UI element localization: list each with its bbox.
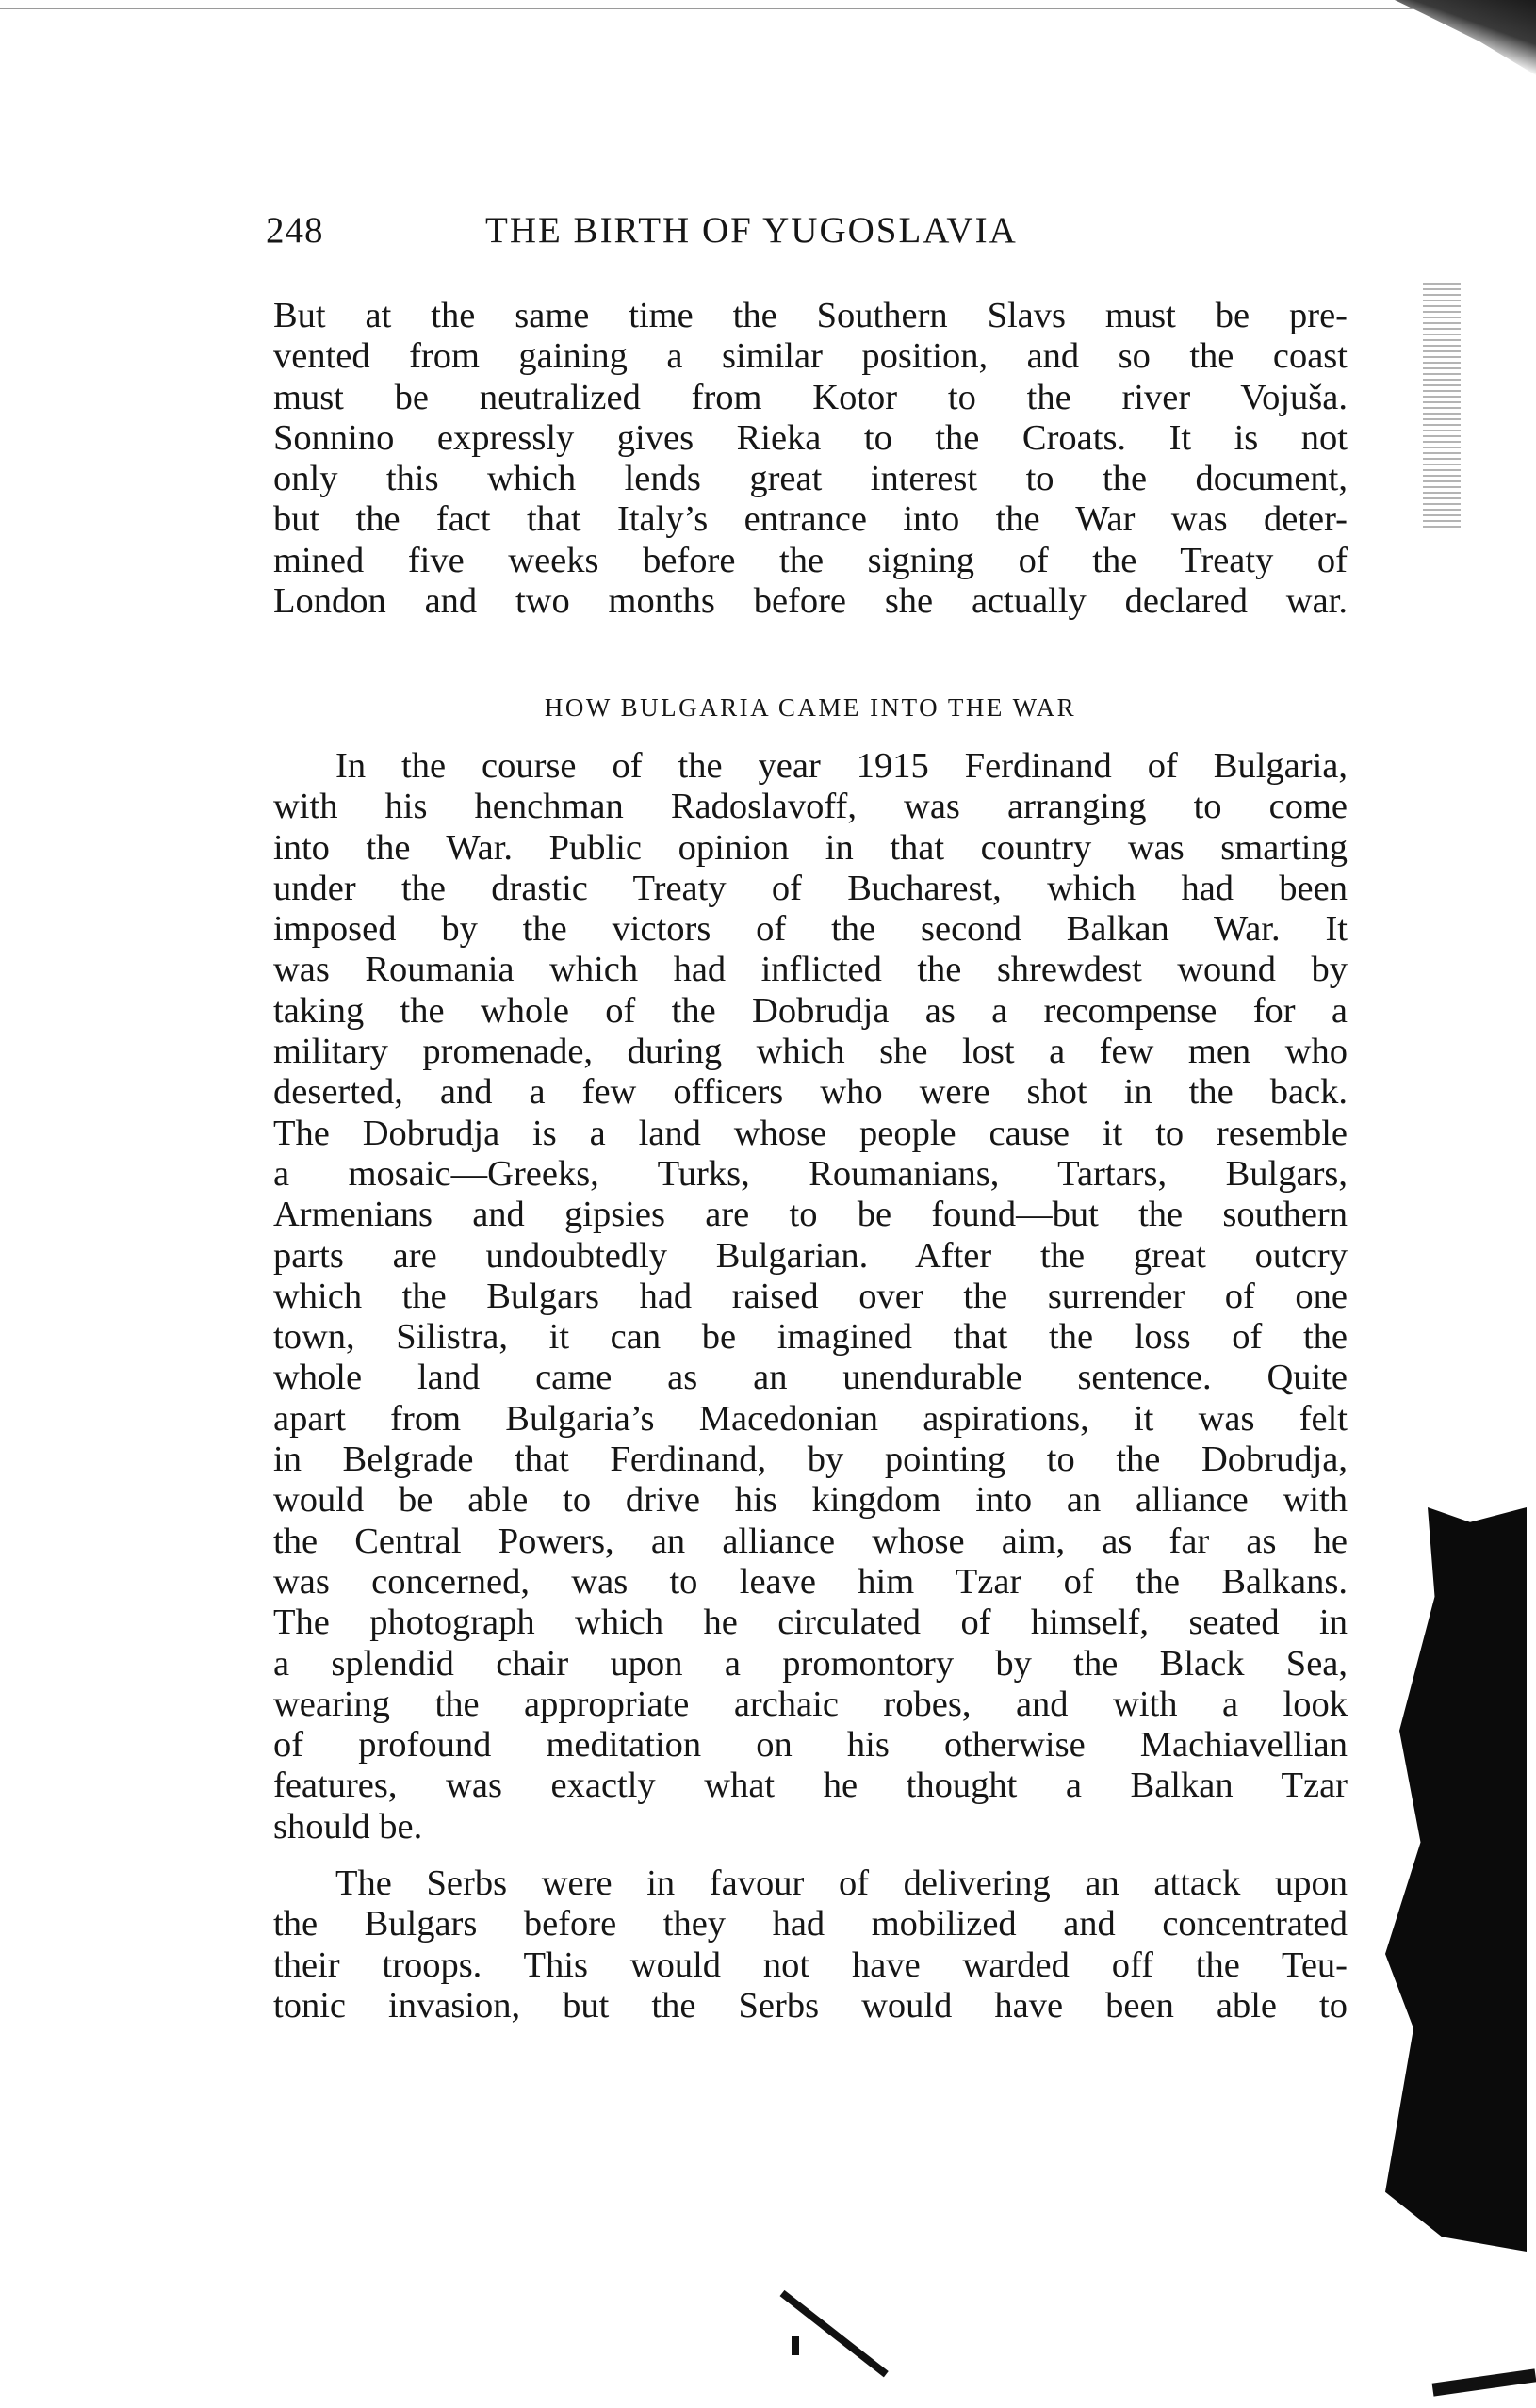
paragraph	[273, 746, 1348, 1847]
text-line: Armenians and gipsies are to be found—but the southern	[273, 1195, 1348, 1235]
scan-edge-mark	[1423, 283, 1461, 528]
text-line: town, Silistra, it can be imagined that the loss of the	[273, 1317, 1348, 1358]
section-heading: HOW BULGARIA CAME INTO THE WAR	[544, 693, 1077, 722]
text-line: in Belgrade that Ferdinand, by pointing to the Dobrudja,	[273, 1440, 1348, 1480]
text-line: should be.	[273, 1806, 423, 1847]
running-title: THE BIRTH OF YUGOSLAVIA	[485, 210, 1018, 251]
text-line: imposed by the victors of the second Balkan War. It	[273, 909, 1348, 950]
text-line: But at the same time the Southern Slavs must be pre-	[273, 296, 1348, 335]
scan-corner-mark	[1432, 2368, 1536, 2396]
text-line: features, was exactly what he thought a Balkan Tzar	[273, 1765, 1348, 1806]
scan-edge-shadow	[1385, 1507, 1527, 2252]
text-line: under the drastic Treaty of Bucharest, which had been	[273, 868, 1348, 908]
text-line: Sonnino expressly gives Rieka to the Croats. It is not	[273, 417, 1348, 458]
text-line: which the Bulgars had raised over the surrender of one	[273, 1276, 1348, 1316]
text-line: was concerned, was to leave him Tzar of the Balkans.	[273, 1561, 1348, 1602]
text-line: would be able to drive his kingdom into an alliance with	[273, 1480, 1348, 1521]
scan-top-rule	[0, 8, 1413, 9]
bulgaria-paragraph	[273, 746, 1348, 1847]
text-line: parts are undoubtedly Bulgarian. After the great outcry	[273, 1235, 1348, 1276]
scan-smudge	[780, 2290, 889, 2377]
scan-smudge-dot	[792, 2336, 799, 2355]
continued-paragraph	[273, 296, 1348, 622]
text-line: taking the whole of the Dobrudja as a recompense for a	[273, 990, 1348, 1031]
text-line: into the War. Public opinion in that country was smarting	[273, 827, 1348, 868]
text-line: deserted, and a few officers who were shot in the back.	[273, 1072, 1348, 1113]
text-line: a splendid chair upon a promontory by the Black Sea,	[273, 1643, 1348, 1684]
page-header	[266, 209, 1355, 254]
text-line: only this which lends great interest to the document,	[273, 459, 1348, 499]
text-line: apart from Bulgaria’s Macedonian aspirations, it was felt	[273, 1398, 1348, 1439]
text-line: military promenade, during which she lost a few men who	[273, 1032, 1348, 1072]
paragraph	[273, 296, 1348, 622]
page-number: 248	[266, 210, 324, 251]
text-line: The photograph which he circulated of himself, seated in	[273, 1603, 1348, 1643]
text-line: In the course of the year 1915 Ferdinand of Bulgaria,	[335, 746, 1348, 786]
text-line: mined five weeks before the signing of the Treaty of	[273, 540, 1348, 580]
text-line: whole land came as an unendurable sentence. Quite	[273, 1358, 1348, 1398]
text-line: wearing the appropriate archaic robes, and with a look	[273, 1684, 1348, 1724]
text-line: must be neutralized from Kotor to the river Vojuša.	[273, 377, 1348, 417]
text-line: but the fact that Italy’s entrance into the War was deter-	[273, 499, 1348, 540]
text-line: was Roumania which had inflicted the shrewdest wound by	[273, 950, 1348, 990]
text-line: the Central Powers, an alliance whose aim, as far as he	[273, 1521, 1348, 1561]
paragraph	[273, 1863, 1348, 2026]
text-line: the Bulgars before they had mobilized and concentrated	[273, 1904, 1348, 1944]
text-line: with his henchman Radoslavoff, was arranging to come	[273, 787, 1348, 827]
text-line: London and two months before she actually declared war.	[273, 581, 1348, 622]
text-line: vented from gaining a similar position, and so the coast	[273, 336, 1348, 377]
text-line: The Dobrudja is a land whose people cause it to resemble	[273, 1113, 1348, 1153]
text-line: of profound meditation on his otherwise Machiavellian	[273, 1725, 1348, 1765]
text-line: a mosaic—Greeks, Turks, Roumanians, Tartars, Bulgars,	[273, 1153, 1348, 1194]
text-line: The Serbs were in favour of delivering an attack upon	[335, 1863, 1348, 1903]
scan-corner-shadow	[1395, 0, 1536, 75]
text-line: tonic invasion, but the Serbs would have been able to	[273, 1985, 1348, 2026]
text-line: their troops. This would not have warded off the Teu-	[273, 1944, 1348, 1985]
serbs-paragraph	[273, 1863, 1348, 2026]
